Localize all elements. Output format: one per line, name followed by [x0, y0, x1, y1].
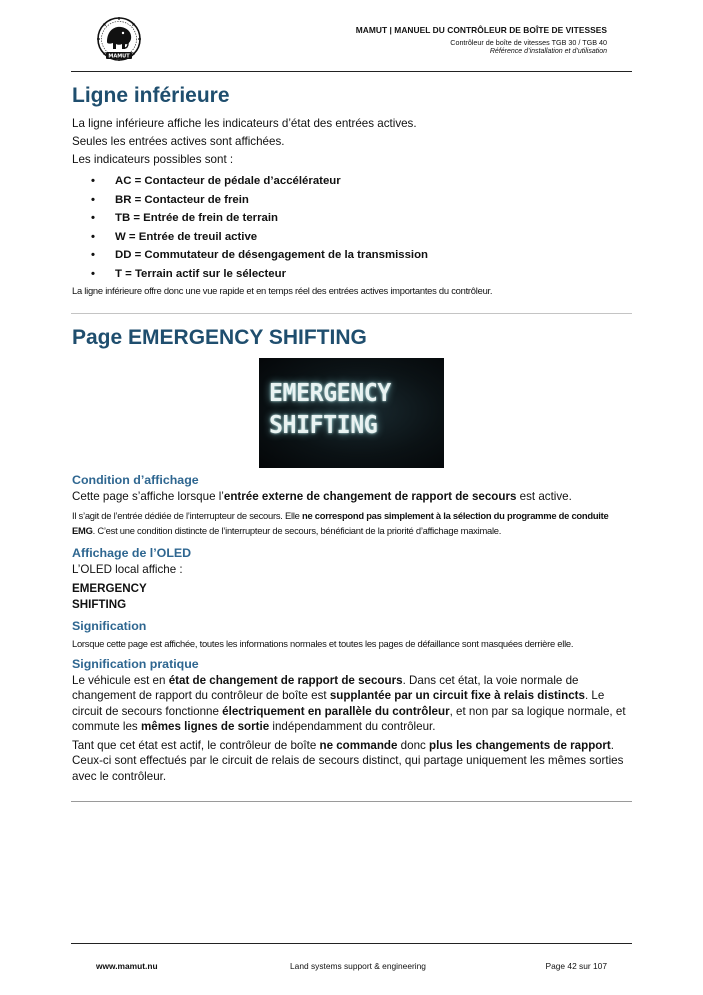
paragraph-small: Il s’agit de l’entrée dédiée de l’interrupteur de secours. Elle ne correspond pas simplement à la sélection du programme de conduite EMG. C’est une condition distincte de l’interrupteur de secours, bénéficiant de la priorité d’affichage maximale. — [72, 510, 609, 536]
header-title: MAMUT | MANUEL DU CONTRÔLEUR DE BOÎTE DE VITESSES — [355, 25, 607, 35]
list-item: • TB = Entrée de frein de terrain — [91, 212, 278, 224]
mamut-logo — [94, 16, 144, 64]
section-divider — [71, 801, 632, 802]
bullet-icon: • — [91, 175, 95, 187]
footer-website: www.mamut.nu — [96, 961, 158, 971]
paragraph: Le véhicule est en état de changement de rapport de secours. Dans cet état, la voie normale de changement de rapport du contrôleur de boîte est supplantée par un circuit fixe à relais distincts. Le circuit de secours fonctionne électriquement en parallèle du contrôleur, et non par sa logique normale, et commute les mêmes lignes de sortie indépendamment du contrôleur. — [72, 674, 626, 734]
section-heading-ligne-inferieure: Ligne inférieure — [72, 84, 230, 107]
paragraph: Les indicateurs possibles sont : — [72, 153, 234, 166]
photo-text-line: SHIFTING — [269, 410, 378, 439]
bullet-icon: • — [91, 249, 95, 261]
paragraph-small: Lorsque cette page est affichée, toutes les informations normales et toutes les pages de défaillance sont masquées derrière elle. — [72, 638, 574, 649]
bullet-icon: • — [91, 230, 95, 243]
paragraph: Cette page s’affiche lorsque l’entrée externe de changement de rapport de secours est active. — [72, 490, 572, 503]
indicator-list — [91, 174, 428, 285]
header-divider — [71, 71, 632, 72]
bullet-icon: • — [91, 212, 95, 224]
list-item: • AC = Contacteur de pédale d’accélérateur — [91, 175, 341, 187]
bullet-icon: • — [91, 193, 95, 206]
oled-line: SHIFTING — [72, 598, 127, 611]
footer-page-number: Page 42 sur 107 — [545, 961, 607, 971]
paragraph: Seules les entrées actives sont affichées. — [72, 135, 285, 148]
paragraph: L’OLED local affiche : — [72, 563, 183, 576]
list-item: • BR = Contacteur de frein — [91, 193, 249, 206]
paragraph: Tant que cet état est actif, le contrôleur de boîte ne commande donc plus les changements de rapport. Ceux-ci sont effectués par le circuit de relais de secours distinct, qui partage uniquement les mêmes sorties avec le contrôleur. — [72, 739, 624, 783]
bullet-icon: • — [91, 267, 95, 280]
list-item: • DD = Commutateur de désengagement de la transmission — [91, 249, 429, 261]
footer-divider — [71, 943, 632, 944]
paragraph: La ligne inférieure affiche les indicateurs d’état des entrées actives. — [72, 117, 417, 130]
subheading-condition: Condition d’affichage — [72, 473, 199, 487]
oled-emergency-photo — [259, 358, 444, 468]
footer-tagline: Land systems support & engineering — [290, 961, 426, 971]
subheading-signification-pratique: Signification pratique — [72, 657, 199, 671]
list-item: • W = Entrée de treuil active — [91, 230, 258, 243]
oled-line: EMERGENCY — [72, 582, 147, 595]
subheading-oled: Affichage de l’OLED — [72, 546, 192, 560]
header-reference: Référence d’installation et d’utilisation — [489, 48, 607, 55]
section-heading-emergency-shifting: Page EMERGENCY SHIFTING — [72, 326, 367, 349]
section-divider — [71, 313, 632, 314]
svg-text:MAMUT: MAMUT — [108, 53, 130, 60]
photo-text-line: EMERGENCY — [269, 378, 391, 407]
list-item: • T = Terrain actif sur le sélecteur — [91, 267, 287, 280]
subheading-signification: Signification — [72, 619, 147, 633]
summary-paragraph: La ligne inférieure offre donc une vue rapide et en temps réel des entrées actives importantes du contrôleur. — [72, 285, 493, 296]
header-subtitle: Contrôleur de boîte de vitesses TGB 30 / TGB 40 — [450, 38, 607, 47]
